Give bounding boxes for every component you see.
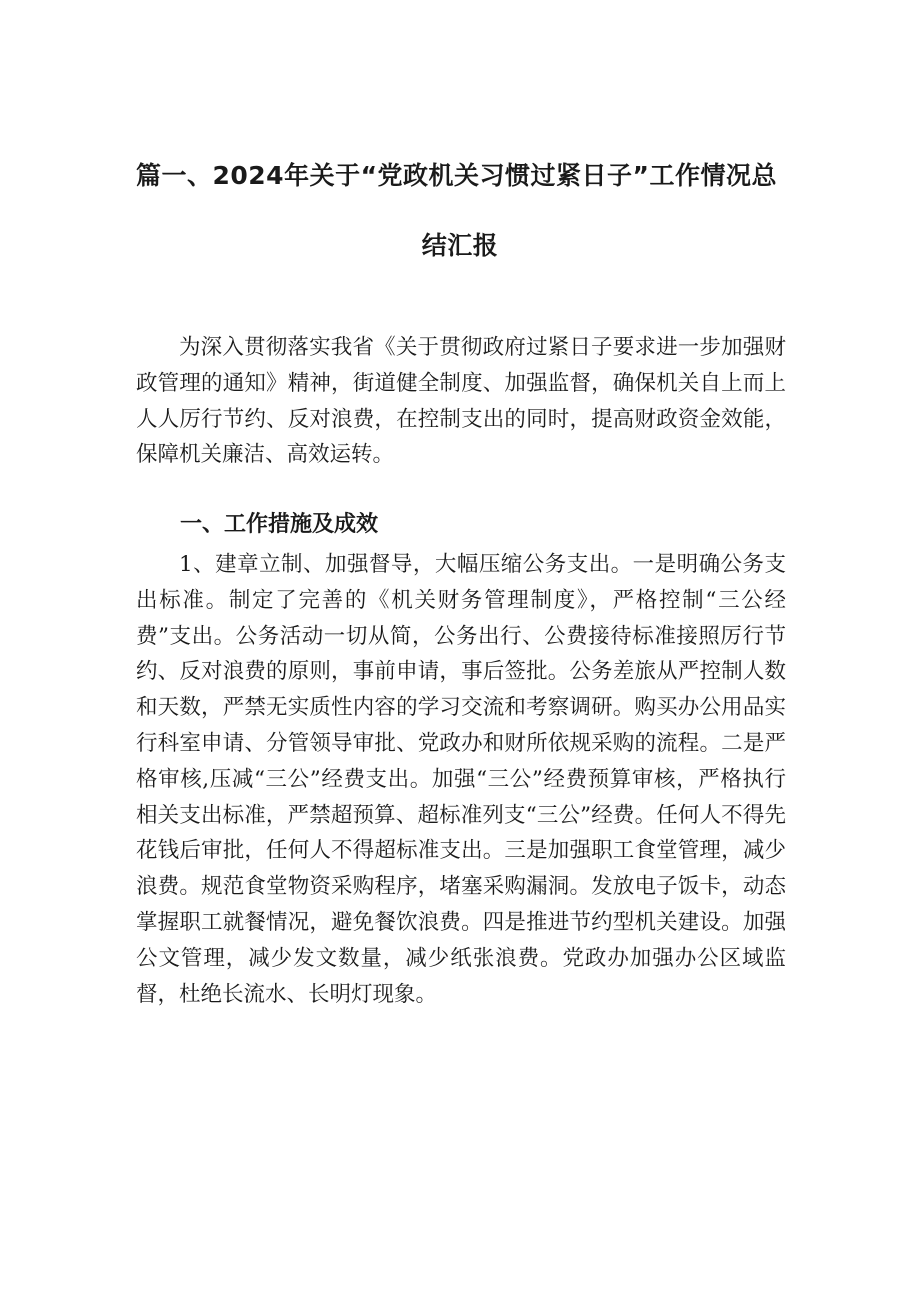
intro-paragraph: 为深入贯彻落实我省《关于贯彻政府过紧日子要求进一步加强财政管理的通知》精神，街道健全制度、加强监督，确保机关自上而上人人厉行节约、反对浪费，在控制支出的同时，提高财政资金效能，保障机关廉洁、高效运转。 xyxy=(136,335,786,468)
item1-paragraph: 1、建章立制、加强督导，大幅压缩公务支出。一是明确公务支出标准。制定了完善的《机关财务管理制度》，严格控制“三公经费”支出。公务活动一切从简，公务出行、公费接待标准接照厉行节约、反对浪费的原则，事前申请，事后签批。公务差旅从严控制人数和天数，严禁无实质性内容的学习交流和考察调研。购买办公用品实行科室申请、分管领导审批、党政办和财所依规采购的流程。二是严格审核,压减“三公”经费支出。加强“三公”经费预算审核，严格执行相关支出标准，严禁超预算、超标准列支“三公”经费。任何人不得先花钱后审批，任何人不得超标准支出。三是加强职工食堂管理，减少浪费。规范食堂物资采购程序，堵塞采购漏洞。发放电子饭卡，动态掌握职工就餐情况，避免餐饮浪费。四是推进节约型机关建设。加强公文管理，减少发文数量，减少纸张浪费。党政办加强办公区域监督，杜绝长流水、长明灯现象。 xyxy=(136,552,786,1007)
document-title-line2: 结汇报 xyxy=(421,231,499,260)
section-heading-work-measures: 一、工作措施及成效 xyxy=(180,512,379,537)
document-title-line1: 篇一、2024年关于“党政机关习惯过紧日子”工作情况总 xyxy=(136,161,777,190)
